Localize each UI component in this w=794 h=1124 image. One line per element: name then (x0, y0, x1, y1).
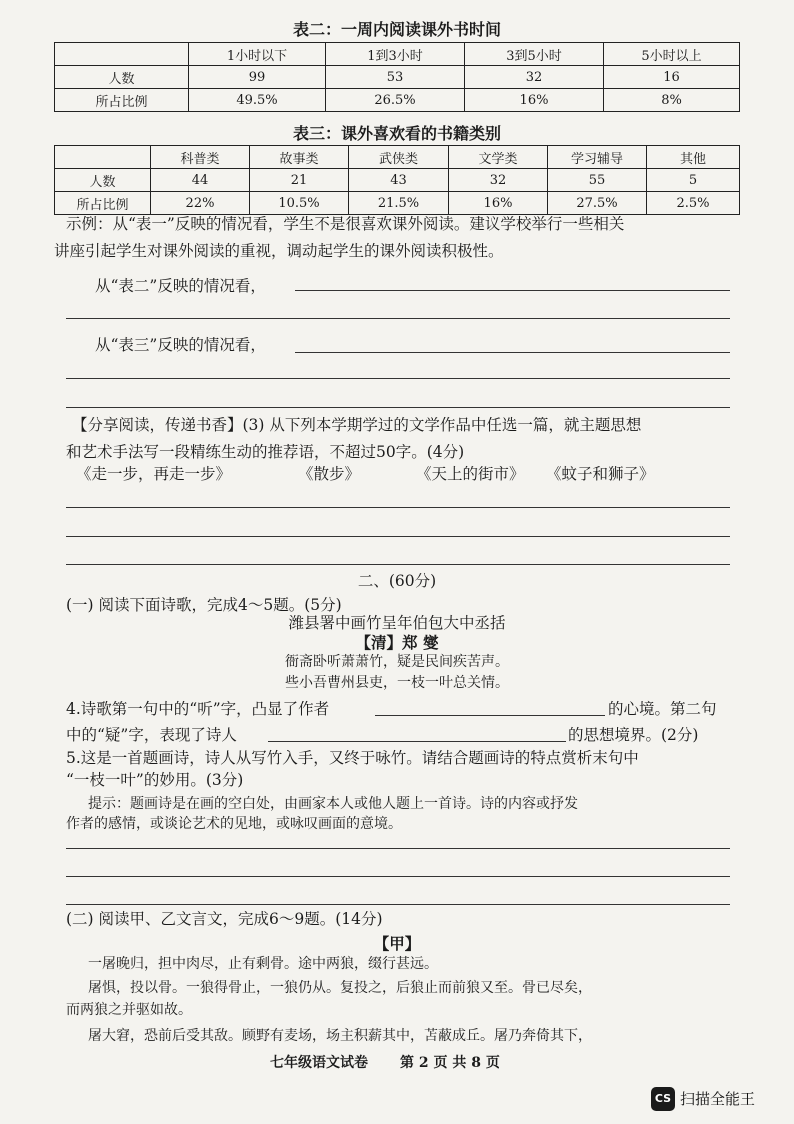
table-cell: 文学类 (449, 146, 548, 169)
table-cell: 27.5% (548, 192, 647, 215)
table-cell: 16 (604, 66, 740, 89)
share-line-1: 【分享阅读，传递书香】(3) 从下列本学期学过的文学作品中任选一篇，就主题思想 (72, 416, 642, 434)
share-line-2: 和艺术手法写一段精练生动的推荐语，不超过50字。(4分) (66, 443, 465, 461)
table-cell: 人数 (55, 66, 189, 89)
table-cell: 2.5% (647, 192, 740, 215)
footer-page-number: 第 2 页 共 8 页 (400, 1055, 500, 1071)
table-cell: 10.5% (250, 192, 349, 215)
question-table3: 从“表三”反映的情况看， (95, 336, 266, 354)
answer-line[interactable] (66, 876, 730, 877)
hint-line: 提示：题画诗是在画的空白处，由画家本人或他人题上一首诗。诗的内容或抒发 (88, 796, 578, 812)
work-title: 《蚊子和狮子》 (546, 465, 655, 483)
table2 (54, 42, 740, 112)
part1-instructions: (一) 阅读下面诗歌，完成4～5题。(5分) (66, 596, 342, 614)
poem-author: 【清】郑 燮 (355, 633, 439, 652)
q5-part-a: 5.这是一首题画诗，诗人从写竹入手，又终于咏竹。请结合题画诗的特点赏析末句中 (66, 749, 639, 767)
table-row (55, 146, 740, 169)
table-cell: 所占比例 (55, 192, 151, 215)
text-jia-line: 而两狼之并驱如故。 (66, 1002, 192, 1018)
q4-part-d: 的思想境界。(2分) (568, 726, 699, 744)
table-cell: 学习辅导 (548, 146, 647, 169)
answer-line[interactable] (66, 378, 730, 379)
text-jia-line: 屠大窘，恐前后受其敌。顾野有麦场，场主积薪其中，苫蔽成丘。屠乃奔倚其下， (88, 1028, 592, 1044)
answer-line[interactable] (268, 741, 566, 742)
poem-title: 潍县署中画竹呈年伯包大中丞括 (288, 614, 506, 632)
table-cell: 55 (548, 169, 647, 192)
table-cell: 32 (465, 66, 604, 89)
example-line-1: 示例：从“表一”反映的情况看，学生不是很喜欢课外阅读。建议学校举行一些相关 (66, 215, 625, 233)
q5-part-b: “一枝一叶”的妙用。(3分) (66, 771, 244, 789)
scanner-watermark-text: 扫描全能王 (680, 1090, 756, 1108)
table3-title: 表三：课外喜欢看的书籍类别 (292, 124, 501, 143)
text-jia-line: 屠惧，投以骨。一狼得骨止，一狼仍从。复投之，后狼止而前狼又至。骨已尽矣， (88, 980, 592, 996)
text-jia-label: 【甲】 (373, 934, 421, 953)
table-cell: 1到3小时 (326, 43, 465, 66)
answer-line[interactable] (66, 564, 730, 565)
table-row (55, 169, 740, 192)
part2-instructions: (二) 阅读甲、乙文言文，完成6～9题。(14分) (66, 910, 383, 928)
table-cell: 人数 (55, 169, 151, 192)
table-row (55, 66, 740, 89)
answer-line[interactable] (295, 352, 730, 353)
table-cell: 43 (349, 169, 449, 192)
answer-line[interactable] (295, 290, 730, 291)
q4-part-b: 的心境。第二句 (608, 700, 717, 718)
answer-line[interactable] (375, 715, 605, 716)
table-cell: 5 (647, 169, 740, 192)
scanner-logo-icon: CS (651, 1087, 675, 1111)
table-cell: 16% (465, 89, 604, 112)
poem-line: 些小吾曹州县吏，一枝一叶总关情。 (285, 675, 509, 691)
hint-line: 作者的感情，或谈论艺术的见地，或咏叹画面的意境。 (66, 816, 402, 832)
example-line-2: 讲座引起学生对课外阅读的重视，调动起学生的课外阅读积极性。 (54, 242, 504, 260)
q4-part-c: 中的“疑”字，表现了诗人 (66, 726, 237, 744)
table-cell: 53 (326, 66, 465, 89)
footer-exam-name: 七年级语文试卷 (270, 1055, 368, 1071)
table-cell: 99 (189, 66, 326, 89)
answer-line[interactable] (66, 536, 730, 537)
table-cell: 8% (604, 89, 740, 112)
answer-line[interactable] (66, 318, 730, 319)
table-cell: 1小时以下 (189, 43, 326, 66)
table-cell: 武侠类 (349, 146, 449, 169)
table-cell: 5小时以上 (604, 43, 740, 66)
table-cell: 49.5% (189, 89, 326, 112)
answer-line[interactable] (66, 848, 730, 849)
table-cell: 其他 (647, 146, 740, 169)
table-cell: 科普类 (151, 146, 250, 169)
q4-part-a: 4.诗歌第一句中的“听”字，凸显了作者 (66, 700, 330, 718)
poem-line: 衙斋卧听萧萧竹，疑是民间疾苦声。 (285, 654, 509, 670)
table2-title: 表二：一周内阅读课外书时间 (292, 20, 501, 39)
table-cell: 所占比例 (55, 89, 189, 112)
table-cell: 故事类 (250, 146, 349, 169)
work-title: 《天上的街市》 (416, 465, 525, 483)
table-cell (55, 146, 151, 169)
answer-line[interactable] (66, 904, 730, 905)
table-cell: 26.5% (326, 89, 465, 112)
table-cell: 16% (449, 192, 548, 215)
share-reading (66, 412, 752, 466)
example-text (54, 211, 746, 265)
table-row (55, 89, 740, 112)
table-cell: 44 (151, 169, 250, 192)
answer-line[interactable] (66, 407, 730, 408)
work-title: 《散步》 (298, 465, 361, 483)
answer-line[interactable] (66, 507, 730, 508)
table-cell: 32 (449, 169, 548, 192)
table-cell: 21 (250, 169, 349, 192)
table-cell: 3到5小时 (465, 43, 604, 66)
table3 (54, 145, 740, 215)
work-title: 《走一步，再走一步》 (76, 465, 232, 483)
table-cell: 21.5% (349, 192, 449, 215)
text-jia-line: 一屠晚归，担中肉尽，止有剩骨。途中两狼，缀行甚远。 (88, 956, 438, 972)
table-cell: 22% (151, 192, 250, 215)
table-cell (55, 43, 189, 66)
table-row (55, 43, 740, 66)
section-heading: 二、(60分) (357, 572, 437, 590)
question-table2: 从“表二”反映的情况看， (95, 277, 266, 295)
